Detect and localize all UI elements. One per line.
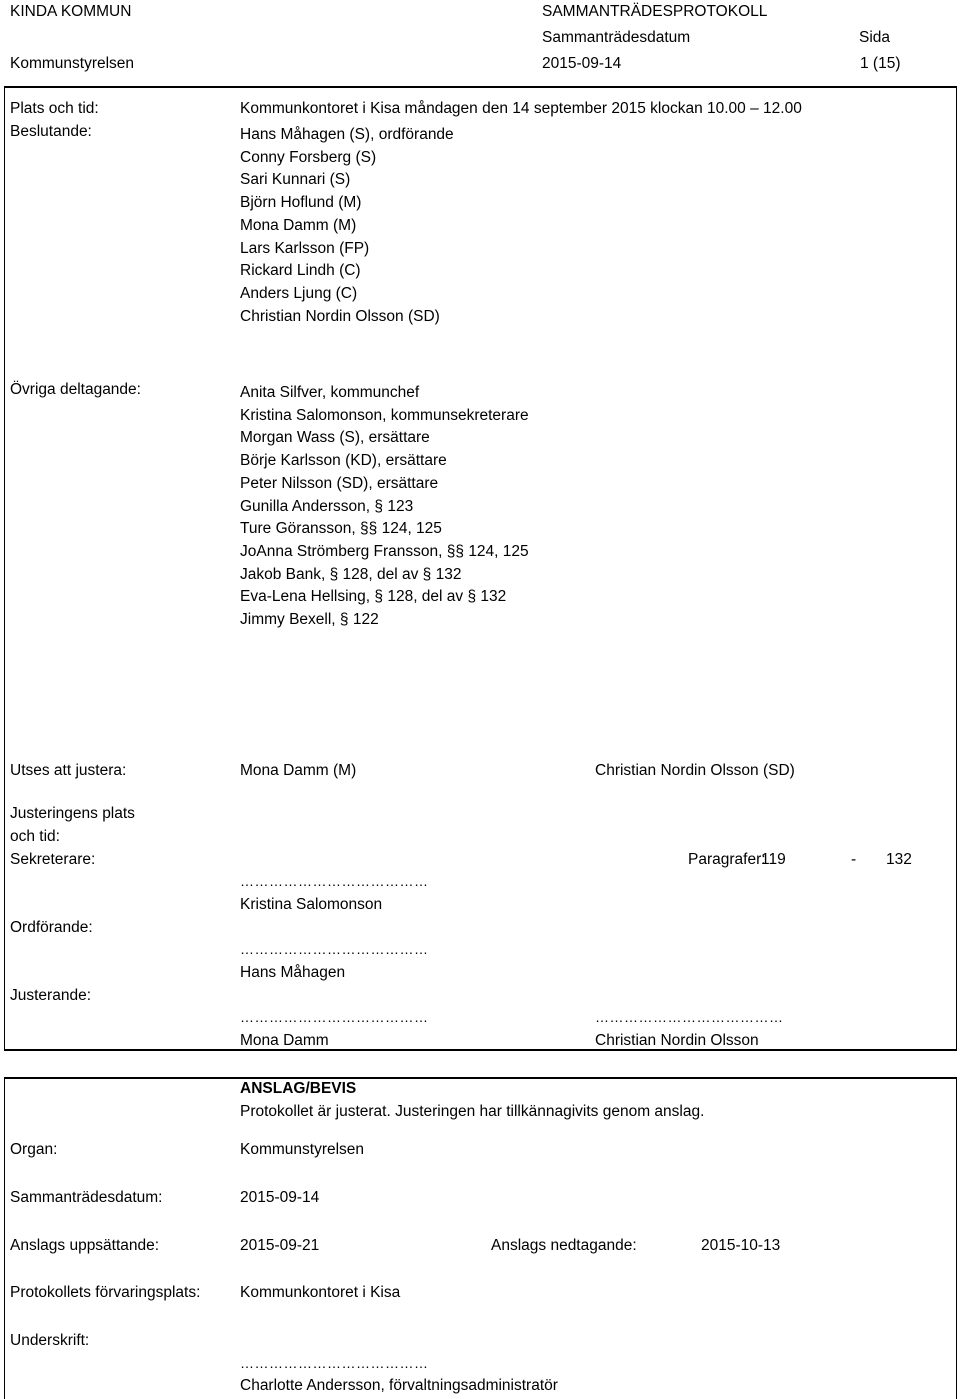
- deciding-member: Christian Nordin Olsson (SD): [240, 307, 440, 325]
- deciding-list: [240, 124, 454, 328]
- organ-label: Organ:: [10, 1141, 58, 1158]
- others-list: [240, 382, 529, 632]
- page-label: Sida: [859, 29, 891, 46]
- adjust-place-label: Justeringens plats: [10, 805, 135, 822]
- other-participant: Kristina Salomonson, kommunsekreterare: [240, 406, 529, 424]
- other-participant: Eva-Lena Hellsing, § 128, del av § 132: [240, 588, 507, 606]
- deciding-member: Sari Kunnari (S): [240, 171, 351, 189]
- doc-type: SAMMANTRÄDESPROTOKOLL: [542, 3, 768, 20]
- signer-name: Charlotte Andersson, förvaltningsadministratör: [240, 1377, 558, 1394]
- deciding-label: Beslutande:: [10, 123, 92, 140]
- adjuster-1: Mona Damm (M): [240, 762, 357, 779]
- paragraph-from: 119: [761, 851, 786, 868]
- deciding-member: Lars Karlsson (FP): [240, 239, 370, 257]
- secretary-signature-line: …………………………………: [240, 873, 429, 889]
- chair-signature-line: …………………………………: [240, 941, 429, 957]
- adjuster1-signature-line: …………………………………: [240, 1009, 429, 1025]
- deciding-member: Hans Måhagen (S), ordförande: [240, 126, 454, 143]
- other-participant: Morgan Wass (S), ersättare: [240, 429, 430, 447]
- meeting-date: 2015-09-14: [542, 55, 622, 72]
- notice-text: Protokollet är justerat. Justeringen har tillkännagivits genom anslag.: [240, 1103, 705, 1120]
- adjuster-2: Christian Nordin Olsson (SD): [595, 762, 795, 779]
- date-label: Sammanträdesdatum: [542, 29, 691, 46]
- adjust-label: Utses att justera:: [10, 762, 127, 779]
- adjuster2-name: Christian Nordin Olsson: [595, 1032, 759, 1049]
- removed-label: Anslags nedtagande:: [491, 1237, 637, 1254]
- posted-label: Anslags uppsättande:: [10, 1237, 160, 1254]
- other-participant: Jakob Bank, § 128, del av § 132: [240, 565, 462, 583]
- paragraphs-label: Paragrafer:: [688, 851, 766, 868]
- signature-label: Underskrift:: [10, 1332, 90, 1349]
- secretary-label: Sekreterare:: [10, 851, 96, 868]
- other-participant: Jimmy Bexell, § 122: [240, 611, 379, 629]
- removed-value: 2015-10-13: [701, 1237, 781, 1254]
- document-header: [4, 0, 958, 84]
- storage-value: Kommunkontoret i Kisa: [240, 1284, 401, 1301]
- page-number: 1 (15): [860, 55, 901, 72]
- paragraph-to: 132: [886, 851, 912, 868]
- paragraph-dash: -: [851, 851, 857, 868]
- notice-title: ANSLAG/BEVIS: [240, 1080, 357, 1097]
- secretary-name: Kristina Salomonson: [240, 896, 383, 913]
- chair-name: Hans Måhagen: [240, 964, 346, 981]
- other-participant: Gunilla Andersson, § 123: [240, 497, 414, 515]
- deciding-member: Mona Damm (M): [240, 216, 357, 234]
- organ-value: Kommunstyrelsen: [240, 1141, 365, 1158]
- posted-value: 2015-09-21: [240, 1237, 320, 1254]
- meeting-date-value: 2015-09-14: [240, 1189, 320, 1206]
- deciding-member: Björn Hoflund (M): [240, 194, 362, 212]
- adjust-place-label-2: och tid:: [10, 828, 60, 845]
- other-participant: Anita Silfver, kommunchef: [240, 384, 420, 401]
- deciding-member: Conny Forsberg (S): [240, 148, 377, 166]
- other-participant: Ture Göransson, §§ 124, 125: [240, 520, 442, 538]
- other-participant: Börje Karlsson (KD), ersättare: [240, 452, 447, 470]
- adjuster2-signature-line: …………………………………: [595, 1009, 784, 1025]
- other-participant: Peter Nilsson (SD), ersättare: [240, 474, 439, 492]
- deciding-member: Rickard Lindh (C): [240, 262, 361, 280]
- org-name: KINDA KOMMUN: [10, 3, 132, 20]
- place-label: Plats och tid:: [10, 100, 99, 117]
- others-label: Övriga deltagande:: [10, 381, 141, 398]
- deciding-member: Anders Ljung (C): [240, 284, 358, 302]
- other-participant: JoAnna Strömberg Fransson, §§ 124, 125: [240, 542, 529, 560]
- adjuster1-name: Mona Damm: [240, 1032, 329, 1049]
- adjusters-label: Justerande:: [10, 987, 91, 1004]
- notice-signature-line: …………………………………: [240, 1355, 429, 1371]
- place-value: Kommunkontoret i Kisa måndagen den 14 september 2015 klockan 10.00 – 12.00: [240, 100, 802, 117]
- meeting-date-label: Sammanträdesdatum:: [10, 1189, 163, 1206]
- storage-label: Protokollets förvaringsplats:: [10, 1284, 201, 1301]
- chair-label: Ordförande:: [10, 919, 93, 936]
- board-name: Kommunstyrelsen: [10, 55, 135, 72]
